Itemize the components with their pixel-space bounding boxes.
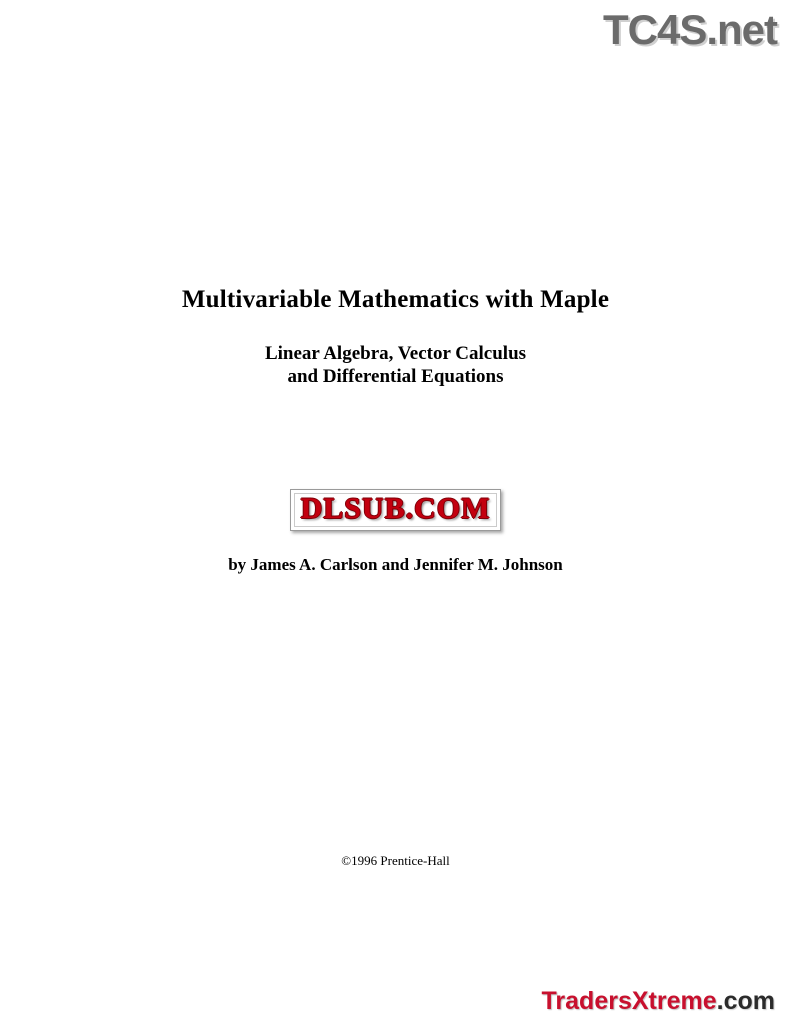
watermark-stamp xyxy=(0,489,791,531)
stamp-frame xyxy=(290,489,502,531)
watermark-bottom-suffix: .com xyxy=(716,987,775,1015)
subtitle-line-2: and Differential Equations xyxy=(287,366,504,388)
watermark-bottom-right xyxy=(542,987,775,1016)
watermark-top-right: TC4S.net xyxy=(602,6,777,53)
stamp-text: DLSUB.COM xyxy=(300,492,491,525)
subtitle-line-1: Linear Algebra, Vector Calculus xyxy=(264,343,527,364)
authors-line: by James A. Carlson and Jennifer M. Johnson xyxy=(228,555,563,574)
title-block xyxy=(0,285,791,389)
copyright-line: ©1996 Prentice-Hall xyxy=(341,853,450,868)
page-title: Multivariable Mathematics with Maple xyxy=(181,286,610,313)
watermark-bottom-primary: TradersXtreme xyxy=(541,987,717,1015)
